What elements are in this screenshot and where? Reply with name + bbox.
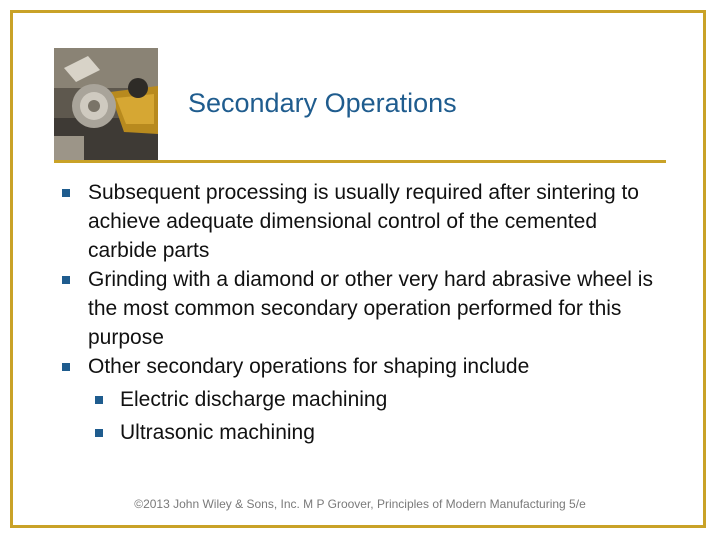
bullet-item — [62, 265, 662, 352]
square-bullet-icon — [95, 429, 103, 437]
cutting-tool-photo — [54, 48, 158, 160]
copyright-footer: ©2013 John Wiley & Sons, Inc. M P Groover, Principles of Modern Manufacturing 5/e — [134, 497, 586, 511]
sub-bullet-text: Ultrasonic machining — [120, 421, 315, 444]
bullet-item — [62, 178, 662, 265]
bullet-text: Other secondary operations for shaping include — [88, 355, 530, 378]
square-bullet-icon — [62, 363, 70, 371]
cutting-tool-photo-icon — [54, 48, 158, 160]
square-bullet-icon — [95, 396, 103, 404]
title-divider — [54, 160, 666, 163]
sub-bullet-item — [62, 418, 662, 447]
bullet-item — [62, 352, 662, 381]
bullet-text: Subsequent processing is usually required after sintering to achieve adequate dimensional control of the cemented carbide parts — [88, 181, 639, 262]
slide-title: Secondary Operations — [188, 88, 457, 118]
bullet-list — [62, 178, 662, 447]
sub-bullet-text: Electric discharge machining — [120, 388, 388, 411]
square-bullet-icon — [62, 276, 70, 284]
square-bullet-icon — [62, 189, 70, 197]
bullet-text: Grinding with a diamond or other very hard abrasive wheel is the most common secondary operation performed for this purpose — [88, 268, 653, 349]
sub-bullet-item — [62, 385, 662, 414]
